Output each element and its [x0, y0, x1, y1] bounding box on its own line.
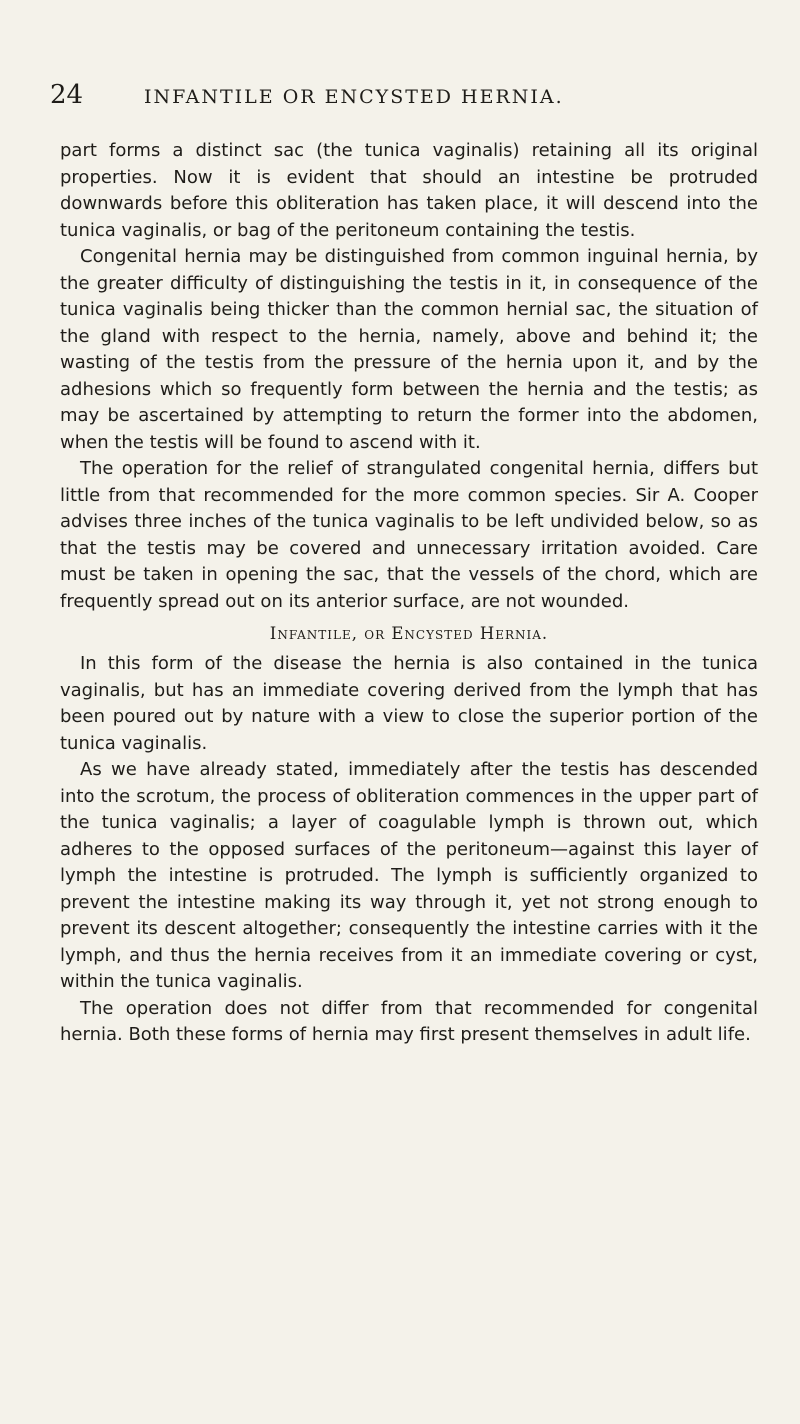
- page-number: 24: [50, 80, 84, 110]
- paragraph-infantile-intro: In this form of the disease the hernia is also contained in the tunica vaginalis, but has an immediate covering derived from the lymph that has been poured out by nature with a view to close the superior portion of the tunica vaginalis.: [60, 653, 758, 754]
- paragraph-congenital-diagnosis: Congenital hernia may be distinguished from common inguinal hernia, by the greater difficulty of distinguishing the testis in it, in consequence of the tunica vaginalis being thicker than the common hernial sac, the situation of the gland with respect to the hernia, namely, above and behind it; the wasting of the testis from the pressure of the hernia upon it, and by the adhesions which so frequently form between the hernia and the testis; as may be ascertained by attempting to return the former into the abdomen, when the testis will be found to ascend with it.: [60, 246, 758, 453]
- running-title: INFANTILE OR ENCYSTED HERNIA.: [144, 86, 564, 108]
- paragraph-infantile-process: As we have already stated, immediately after the testis has descended into the scrotum, the process of obliteration commences in the upper part of the tunica vaginalis; a layer of coagulable lymph is thrown out, which adheres to the opposed surfaces of the peritoneum—against this layer of lymph the intestine is protruded. The lymph is sufficiently organized to prevent the intestine making its way through it, yet not strong enough to prevent its descent altogether; consequently the intestine carries with it the lymph, and thus the hernia receives from it an immediate covering or cyst, within the tunica vaginalis.: [60, 759, 758, 992]
- paragraph-infantile-operation: The operation does not differ from that recommended for congenital hernia. Both these forms of hernia may first present themselves in adult life.: [60, 997, 758, 1045]
- body-text: [60, 138, 758, 1049]
- section-heading: Infantile, or Encysted Hernia.: [269, 624, 549, 643]
- paragraph-congenital-operation: The operation for the relief of strangulated congenital hernia, differs but little from that recommended for the more common species. Sir A. Cooper advises three inches of the tunica vaginalis to be left undivided below, so as that the testis may be covered and unnecessary irritation avoided. Care must be taken in opening the sac, that the vessels of the chord, which are frequently spread out on its anterior surface, are not wounded.: [60, 458, 758, 612]
- paragraph-continuation: part forms a distinct sac (the tunica vaginalis) retaining all its original properties. Now it is evident that should an intestine be protruded downwards before this obliteration has taken place, it will descend into the tunica vaginalis, or bag of the peritoneum containing the testis.: [60, 140, 758, 241]
- running-head: [40, 78, 758, 110]
